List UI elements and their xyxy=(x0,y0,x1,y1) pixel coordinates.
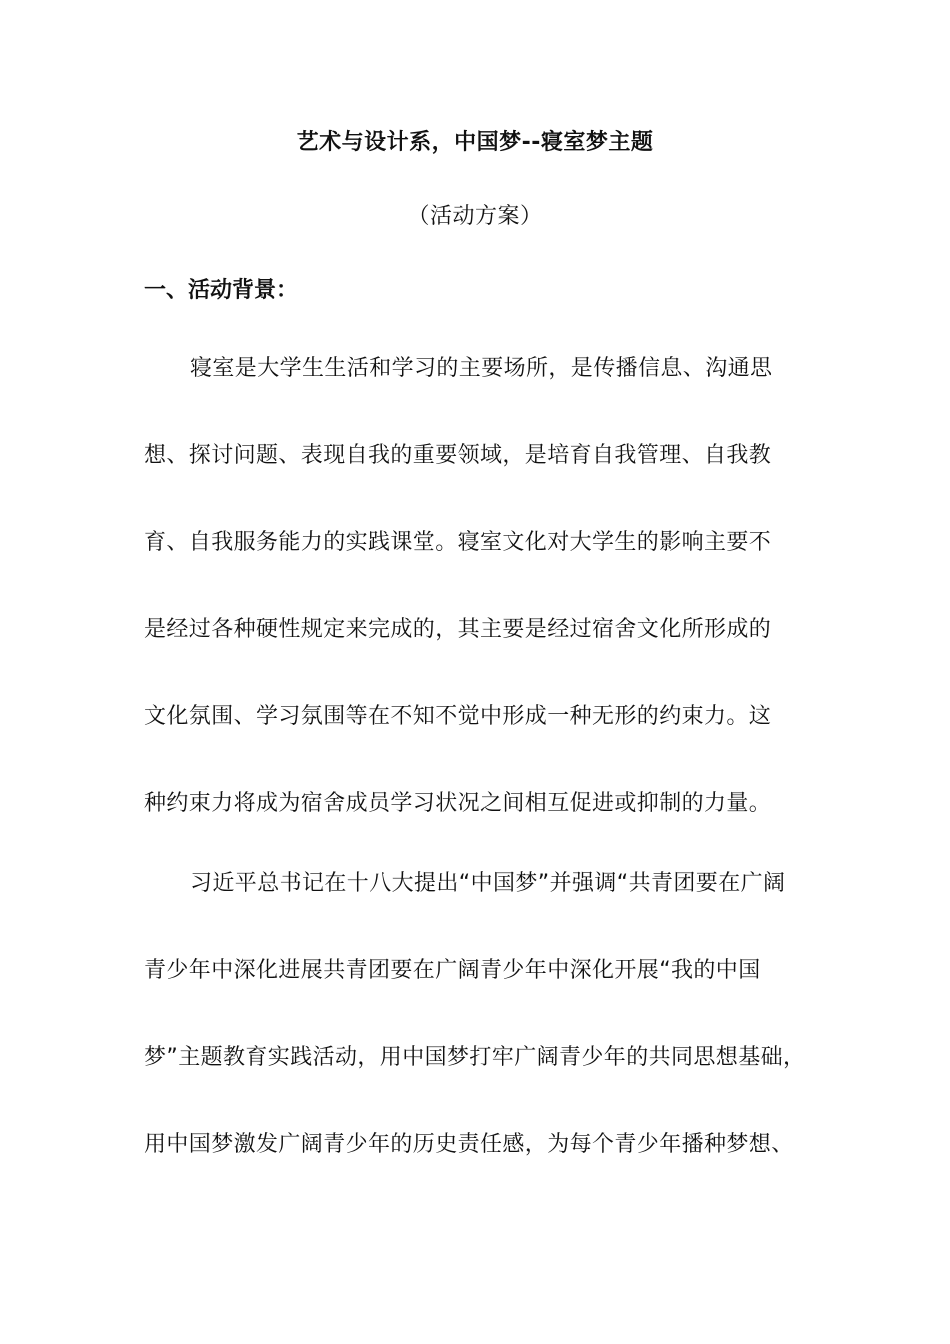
paragraph-line: 寝室是大学生生活和学习的主要场所，是传播信息、沟通思 xyxy=(190,356,773,381)
paragraph-line: 想、探讨问题、表现自我的重要领域，是培育自我管理、自我教 xyxy=(144,443,772,468)
paragraph-line: 是经过各种硬性规定来完成的，其主要是经过宿舍文化所形成的 xyxy=(144,617,772,642)
paragraph-line: 习近平总书记在十八大提出“中国梦”并强调“共青团要在广阔 xyxy=(190,871,786,896)
paragraph-line: 青少年中深化进展共青团要在广阔青少年中深化开展“我的中国 xyxy=(144,958,761,983)
paragraph-line: 文化氛围、学习氛围等在不知不觉中形成一种无形的约束力。这 xyxy=(144,704,772,729)
paragraph-line: 用中国梦激发广阔青少年的历史责任感，为每个青少年播种梦想、 xyxy=(144,1132,794,1157)
section-heading: 一、活动背景： xyxy=(144,278,299,303)
paragraph-line: 梦”主题教育实践活动，用中国梦打牢广阔青少年的共同思想基础， xyxy=(144,1045,806,1070)
document-title: 艺术与设计系，中国梦--寝室梦主题 xyxy=(296,130,654,155)
paragraph-line: 育、自我服务能力的实践课堂。寝室文化对大学生的影响主要不 xyxy=(144,530,772,555)
document-subtitle: （活动方案） xyxy=(407,204,543,229)
paragraph-line: 种约束力将成为宿舍成员学习状况之间相互促进或抑制的力量。 xyxy=(144,791,772,816)
